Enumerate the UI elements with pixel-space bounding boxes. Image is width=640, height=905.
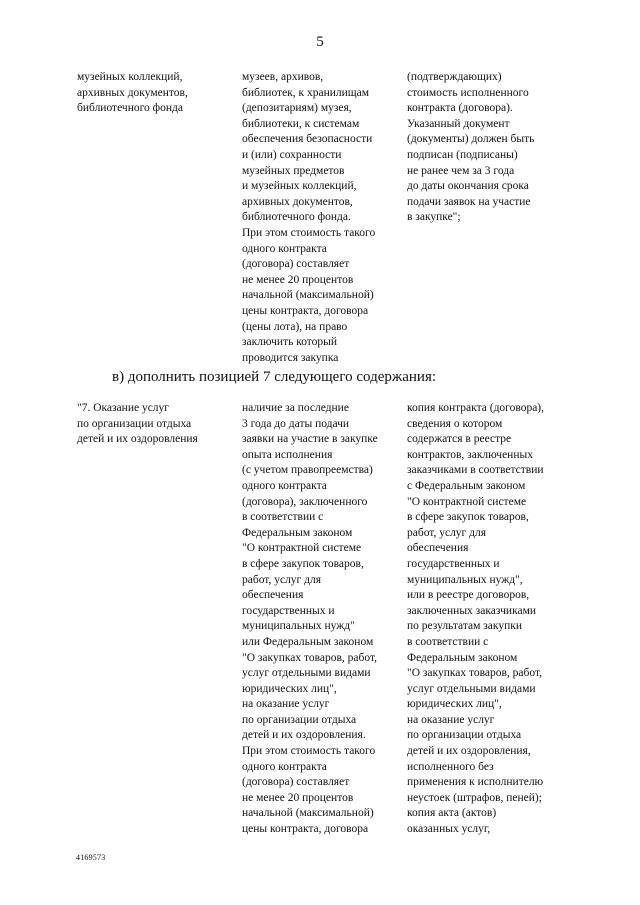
table2-col1: "7. Оказание услуг по организации отдыха детей и их оздоровления — [77, 402, 198, 446]
document-code: 4169573 — [76, 853, 106, 862]
page-number: 5 — [316, 34, 324, 50]
subsection-heading: в) дополнить позицией 7 следующего содержания: — [112, 369, 437, 385]
table1-col3: (подтверждающих) стоимость исполненного контракта (договора). Указанный документ (документы) должен быть подписан (подписаны) не ранее чем за 3 года до даты окончания срока подачи заявок на участие в закупке"; — [407, 71, 535, 224]
table1-col2: музеев, архивов, библиотек, к хранилищам (депозитариям) музея, библиотеки, к системам обеспечения безопасности и (или) сохранности музейных предметов и музейных коллекций, архивных документов, библиотечного фонда. При этом стоимость такого одного контракта (договора) составляет не менее 20 процентов начальной (максимальной) цены контракта, договора (цены лота), на право заключить который проводится закупка — [242, 71, 376, 364]
table2-col2: наличие за последние 3 года до даты подачи заявки на участие в закупке опыта исполнения (с учетом правопреемства) одного контракта (договора), заключенного в соответствии с Федеральным законом "О контрактной системе в сфере закупок товаров, работ, услуг для обеспечения государственных и муниципальных нужд" или Федеральным законом "О закупках товаров, работ, услуг отдельными видами юридических лиц", на оказание услуг по организации отдыха детей и их оздоровления. При этом стоимость такого одного контракта (договора) составляет не менее 20 процентов начальной (максимальной) цены контракта, договора — [242, 402, 378, 836]
table1-col1: музейных коллекций, архивных документов, библиотечного фонда — [77, 71, 188, 115]
table2-col3: копия контракта (договора), сведения о котором содержатся в реестре контрактов, заключенных заказчиками в соответствии с Федеральным законом "О контрактной системе в сфере закупок товаров, работ, услуг для обеспечения государственных и муниципальных нужд", или в реестре договоров, заключенных заказчиками по результатам закупки в соответствии с Федеральным законом "О закупках товаров, работ, услуг отдельными видами юридических лиц", на оказание услуг по организации отдыха детей и их оздоровления, исполненного без применения к исполнителю неустоек (штрафов, пеней); копия акта (актов) оказанных услуг, — [407, 402, 545, 836]
